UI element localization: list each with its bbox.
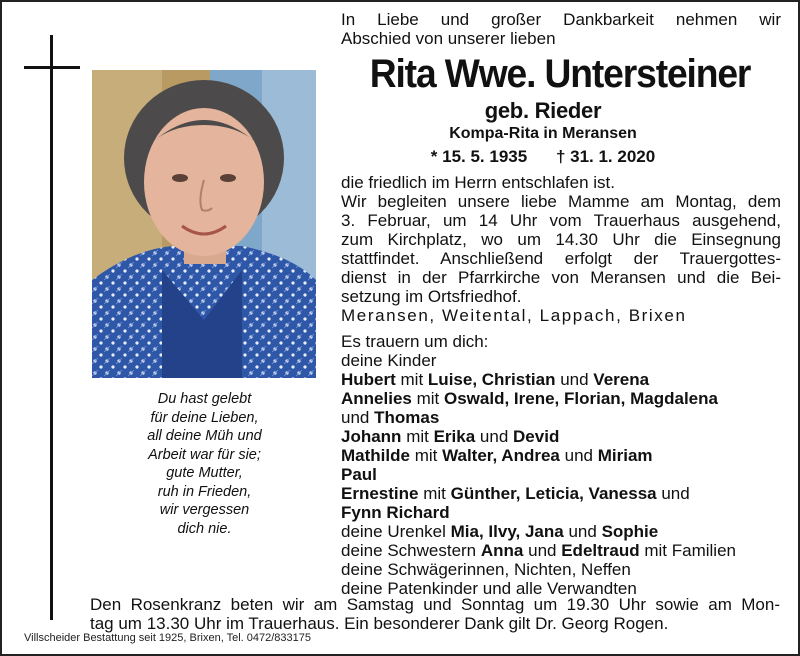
maiden-name: geb. Rieder — [484, 98, 602, 123]
poem-line: für deine Lieben, — [150, 409, 259, 426]
mourner-line: Johann mit Erika und Devid — [341, 427, 560, 446]
mourner-line: deine Schwestern Anna und Edeltraud mit Familien — [341, 541, 736, 560]
birth-date: * 15. 5. 1935 — [430, 147, 528, 166]
body-line: dienst in der Pfarrkirche von Meransen und die Bei- — [341, 268, 781, 287]
mourner-line: Paul — [341, 465, 377, 484]
rosary-line: tag um 13.30 Uhr im Trauerhaus. Ein besonderer Dank gilt Dr. Georg Rogen. — [90, 614, 669, 633]
memorial-poem — [112, 390, 297, 538]
places-line: Meransen, Weitental, Lappach, Brixen — [341, 306, 687, 325]
mourners-list — [341, 332, 781, 598]
deceased-name: Rita Wwe. Untersteiner — [369, 52, 751, 96]
poem-line: Arbeit war für sie; — [148, 446, 261, 463]
body-line: 3. Februar, um 14 Uhr vom Trauerhaus ausgehend, — [341, 211, 781, 230]
mourner-line: Mathilde mit Walter, Andrea und Miriam — [341, 446, 653, 465]
mourner-line: deine Schwägerinnen, Nichten, Neffen — [341, 560, 631, 579]
poem-line: Du hast gelebt — [157, 391, 252, 407]
mourner-line: und Thomas — [341, 408, 440, 427]
nickname: Kompa-Rita in Meransen — [449, 125, 637, 142]
mourner-line: Annelies mit Oswald, Irene, Florian, Magdalena — [341, 389, 718, 408]
funeral-home-credit: Villscheider Bestattung seit 1925, Brixen, Tel. 0472/833175 — [24, 632, 312, 644]
body-line: die friedlich im Herrn entschlafen ist. — [341, 173, 616, 192]
body-line: Wir begleiten unsere liebe Mamme am Montag, dem — [341, 192, 781, 211]
cross-horizontal-bar — [24, 66, 80, 69]
life-dates — [341, 147, 745, 167]
body-line: setzung im Ortsfriedhof. — [341, 287, 522, 306]
mourner-line: deine Urenkel Mia, Ilvy, Jana und Sophie — [341, 522, 659, 541]
portrait-photo — [92, 70, 316, 378]
rosary-line: Den Rosenkranz beten wir am Samstag und Sonntag um 19.30 Uhr sowie am Mon- — [90, 595, 780, 614]
mourner-line: Ernestine mit Günther, Leticia, Vanessa und — [341, 484, 690, 503]
intro-line: In Liebe und großer Dankbarkeit nehmen wir — [341, 10, 781, 29]
rosary-notice — [90, 595, 780, 633]
poem-line: ruh in Frieden, — [157, 483, 252, 500]
mourners-heading: Es trauern um dich: — [341, 332, 489, 351]
mourner-line: Hubert mit Luise, Christian und Verena — [341, 370, 650, 389]
body-line: stattfindet. Anschließend erfolgt der Trauergottes- — [341, 249, 781, 268]
kids-label: deine Kinder — [341, 351, 437, 370]
mourner-line: deine Patenkinder und alle Verwandten — [341, 579, 637, 598]
poem-line: all deine Müh und — [147, 428, 262, 444]
poem-line: gute Mutter, — [166, 465, 243, 481]
mourner-line: Fynn Richard — [341, 503, 450, 522]
cross-vertical-bar — [50, 35, 53, 620]
body-line: zum Kirchplatz, wo um 14.30 Uhr die Einsegnung — [341, 230, 781, 249]
poem-line: wir vergessen — [159, 502, 250, 518]
death-date: † 31. 1. 2020 — [555, 147, 656, 166]
funeral-details — [341, 173, 781, 325]
poem-line: dich nie. — [177, 520, 232, 537]
intro-text — [341, 10, 781, 48]
intro-line: Abschied von unserer lieben — [341, 29, 556, 48]
